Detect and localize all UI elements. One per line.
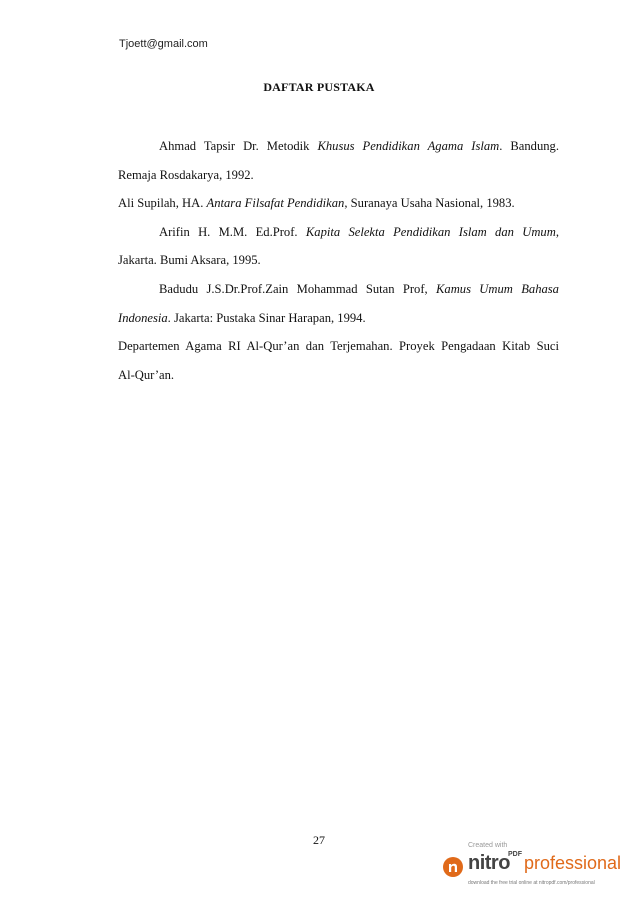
reference-text: , <box>555 224 559 239</box>
reference-text: Badudu J.S.Dr.Prof.Zain Mohammad Sutan Prof, <box>159 281 436 296</box>
nitro-watermark <box>440 842 630 890</box>
reference-title: Indonesia <box>118 310 168 325</box>
reference-item <box>118 189 559 218</box>
page-title: DAFTAR PUSTAKA <box>263 80 375 94</box>
reference-text: . Jakarta: Pustaka Sinar Harapan, 1994. <box>167 310 366 325</box>
reference-text: Departemen Agama RI Al-Qur’an dan Terjemahan. Proyek Pengadaan Kitab Suci <box>118 339 559 354</box>
reference-text: Al-Qur’an. <box>118 367 175 382</box>
reference-item <box>118 132 559 189</box>
reference-line <box>118 132 559 161</box>
reference-line <box>118 304 559 333</box>
reference-title: Khusus Pendidikan Agama Islam <box>317 139 500 153</box>
watermark-pdf: PDF <box>508 851 522 858</box>
reference-text: , Suranaya Usaha Nasional, 1983. <box>344 196 515 211</box>
watermark-brand: nitro <box>468 852 510 874</box>
reference-line <box>118 332 559 361</box>
watermark-download-note: download the free trial online at nitropdf.com/professional <box>468 880 595 886</box>
watermark-edition: professional <box>524 853 622 873</box>
reference-title: Kapita Selekta Pendidikan Islam dan Umum <box>305 224 556 239</box>
reference-item <box>118 332 559 389</box>
reference-text: Ahmad Tapsir Dr. Metodik <box>159 139 318 153</box>
reference-line <box>118 161 559 190</box>
reference-item <box>118 275 559 332</box>
reference-text: Ali Supilah, HA. <box>118 196 207 211</box>
reference-line <box>118 361 559 390</box>
reference-title: Antara Filsafat Pendidikan <box>206 196 345 211</box>
reference-line <box>118 189 559 218</box>
page-number: 27 <box>313 833 325 847</box>
reference-title: Kamus Umum Bahasa <box>436 281 559 296</box>
reference-text: Arifin H. M.M. Ed.Prof. <box>159 224 306 239</box>
reference-text: Jakarta. Bumi Aksara, 1995. <box>118 253 261 268</box>
reference-line <box>118 275 559 304</box>
reference-text: Remaja Rosdakarya, 1992. <box>118 167 254 182</box>
reference-line <box>118 218 559 247</box>
reference-line <box>118 246 559 275</box>
watermark-created-with: Created with <box>468 842 508 849</box>
reference-item <box>118 218 559 275</box>
reference-text: . Bandung. <box>499 139 559 153</box>
reference-list <box>118 132 559 389</box>
header-email: Tjoett@gmail.com <box>119 38 208 50</box>
nitro-logo-icon <box>442 856 464 878</box>
